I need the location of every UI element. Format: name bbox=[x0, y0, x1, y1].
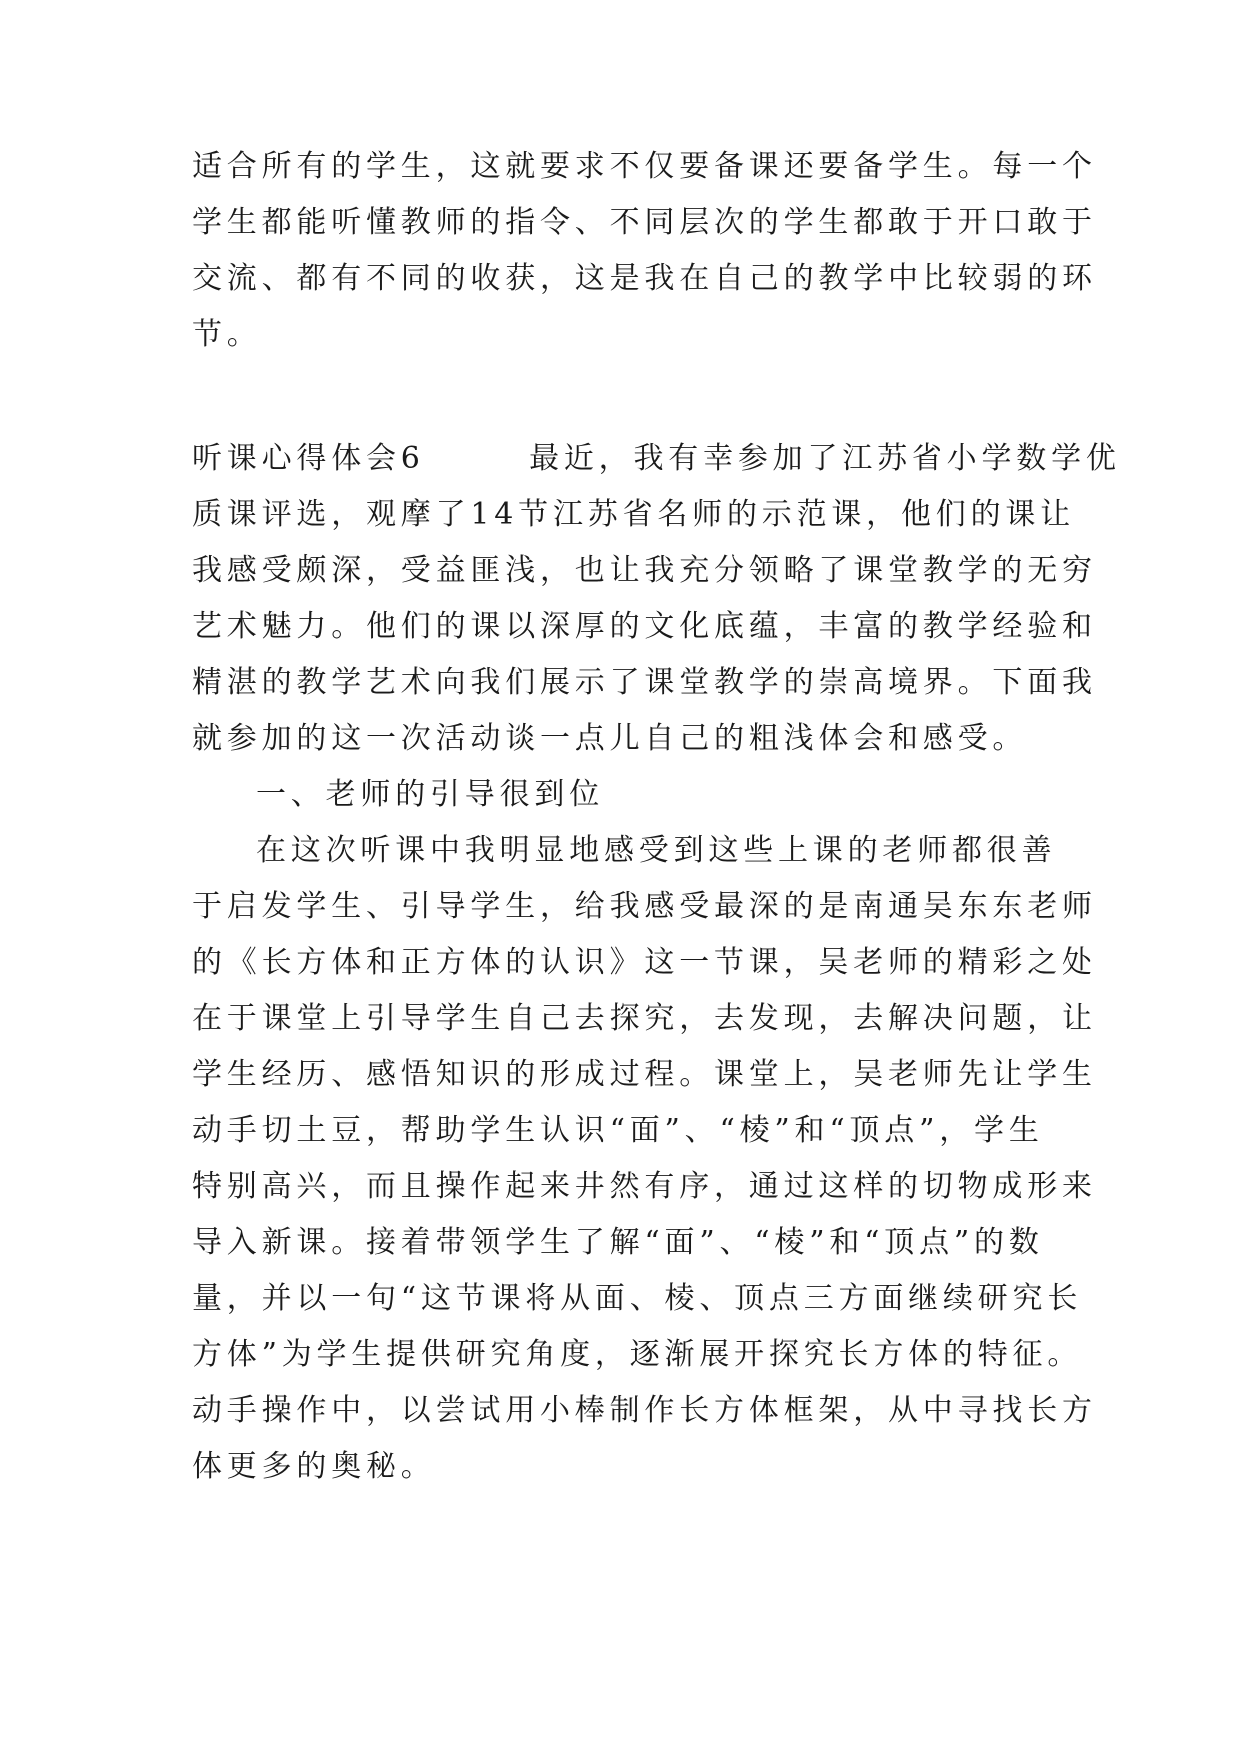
text-line: 交流、都有不同的收获，这是我在自己的教学中比较弱的环 bbox=[192, 261, 1097, 296]
subheading-line: 一、老师的引导很到位 bbox=[256, 777, 604, 812]
text-line: 导入新课。接着带领学生了解“面”、“棱”和“顶点”的数 bbox=[192, 1225, 1044, 1260]
text-line: 在这次听课中我明显地感受到这些上课的老师都很善 bbox=[256, 833, 1057, 868]
text-line: 特别高兴，而且操作起来井然有序，通过这样的切物成形来 bbox=[192, 1169, 1097, 1204]
text-line: 动手切土豆，帮助学生认识“面”、“棱”和“顶点”，学生 bbox=[192, 1113, 1044, 1148]
section-heading-line: 听课心得体会6 最近，我有幸参加了江苏省小学数学优 bbox=[192, 441, 1121, 476]
text-line: 质课评选，观摩了14节江苏省名师的示范课，他们的课让 bbox=[192, 497, 1075, 532]
text-line: 学生经历、感悟知识的形成过程。课堂上，吴老师先让学生 bbox=[192, 1057, 1097, 1092]
text-line: 的《长方体和正方体的认识》这一节课，吴老师的精彩之处 bbox=[192, 945, 1097, 980]
text-line: 艺术魅力。他们的课以深厚的文化底蕴，丰富的教学经验和 bbox=[192, 609, 1097, 644]
text-line: 就参加的这一次活动谈一点儿自己的粗浅体会和感受。 bbox=[192, 721, 1028, 756]
text-line: 于启发学生、引导学生，给我感受最深的是南通吴东东老师 bbox=[192, 889, 1097, 924]
text-line: 量，并以一句“这节课将从面、棱、顶点三方面继续研究长 bbox=[192, 1281, 1083, 1316]
text-line: 节。 bbox=[192, 317, 262, 352]
text-line: 在于课堂上引导学生自己去探究，去发现，去解决问题，让 bbox=[192, 1001, 1097, 1036]
text-line: 适合所有的学生，这就要求不仅要备课还要备学生。每一个 bbox=[192, 149, 1097, 184]
text-line: 我感受颇深，受益匪浅，也让我充分领略了课堂教学的无穷 bbox=[192, 553, 1097, 588]
text-line: 动手操作中，以尝试用小棒制作长方体框架，从中寻找长方 bbox=[192, 1393, 1097, 1428]
text-line: 体更多的奥秘。 bbox=[192, 1449, 436, 1484]
text-line: 学生都能听懂教师的指令、不同层次的学生都敢于开口敢于 bbox=[192, 205, 1097, 240]
text-line: 精湛的教学艺术向我们展示了课堂教学的崇高境界。下面我 bbox=[192, 665, 1097, 700]
text-line: 方体”为学生提供研究角度，逐渐展开探究长方体的特征。 bbox=[192, 1337, 1083, 1372]
